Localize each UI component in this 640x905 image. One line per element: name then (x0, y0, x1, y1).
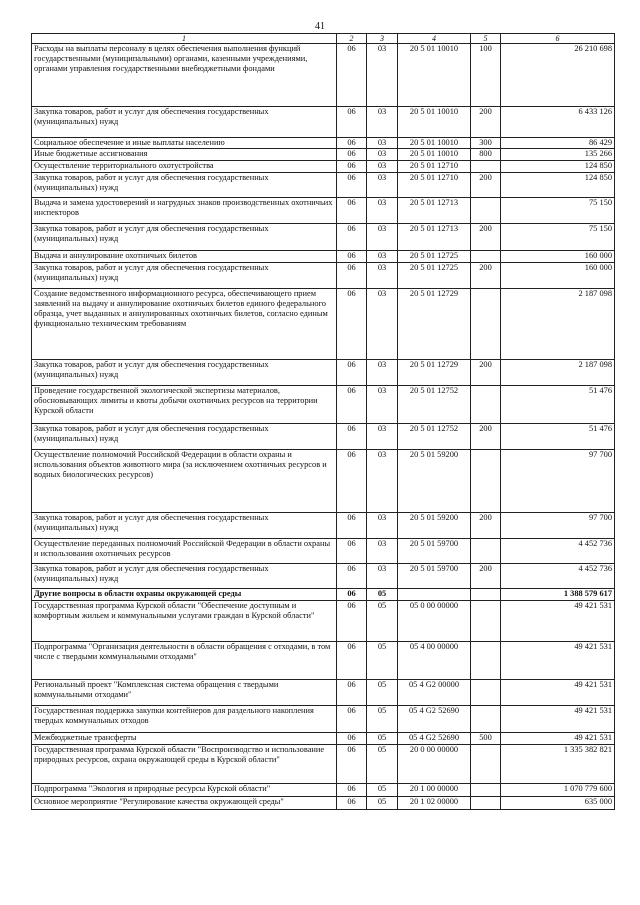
cell-name: Закупка товаров, работ и услуг для обеспечения государственных (муниципальных) нужд (32, 424, 337, 450)
cell-csr: 20 0 00 00000 (398, 745, 471, 784)
cell-rz: 06 (337, 539, 367, 564)
cell-rz: 06 (337, 386, 367, 424)
cell-csr (398, 589, 471, 601)
table-row (32, 224, 615, 251)
cell-rz: 06 (337, 513, 367, 539)
cell-amount: 49 421 531 (501, 680, 615, 706)
table-row (32, 386, 615, 424)
cell-name: Основное мероприятие "Регулирование качества окружающей среды" (32, 797, 337, 810)
cell-rz: 06 (337, 601, 367, 642)
cell-name: Другие вопросы в области охраны окружающей среды (32, 589, 337, 601)
cell-csr: 20 5 01 59700 (398, 539, 471, 564)
cell-name: Расходы на выплаты персоналу в целях обеспечения выполнения функций государственными (муниципальными) органами, казенными учреждениями, органами управления государственными внебюджетными фондами (32, 44, 337, 107)
table-row (32, 513, 615, 539)
column-number-cell: 1 (32, 34, 337, 44)
cell-amount: 49 421 531 (501, 601, 615, 642)
cell-csr: 20 5 01 12725 (398, 263, 471, 289)
cell-vr: 200 (471, 564, 501, 589)
cell-pr: 05 (367, 642, 398, 680)
cell-rz: 06 (337, 360, 367, 386)
table-row (32, 784, 615, 797)
cell-pr: 03 (367, 539, 398, 564)
column-number-cell: 3 (367, 34, 398, 44)
cell-vr: 300 (471, 138, 501, 149)
cell-amount: 75 150 (501, 198, 615, 224)
cell-name: Закупка товаров, работ и услуг для обеспечения государственных (муниципальных) нужд (32, 107, 337, 138)
cell-amount: 2 187 098 (501, 289, 615, 360)
table-row (32, 289, 615, 360)
cell-name: Социальное обеспечение и иные выплаты населению (32, 138, 337, 149)
cell-pr: 05 (367, 706, 398, 733)
cell-vr: 200 (471, 424, 501, 450)
table-row (32, 797, 615, 810)
cell-csr: 20 5 01 59200 (398, 450, 471, 513)
table-row (32, 360, 615, 386)
cell-pr: 03 (367, 263, 398, 289)
cell-name: Закупка товаров, работ и услуг для обеспечения государственных (муниципальных) нужд (32, 513, 337, 539)
cell-csr: 05 4 00 00000 (398, 642, 471, 680)
cell-name: Закупка товаров, работ и услуг для обеспечения государственных (муниципальных) нужд (32, 263, 337, 289)
cell-rz: 06 (337, 149, 367, 161)
cell-rz: 06 (337, 173, 367, 198)
table-row (32, 263, 615, 289)
cell-vr (471, 161, 501, 173)
cell-vr (471, 601, 501, 642)
cell-amount: 97 700 (501, 513, 615, 539)
cell-rz: 06 (337, 224, 367, 251)
cell-amount: 75 150 (501, 224, 615, 251)
cell-rz: 06 (337, 642, 367, 680)
cell-name: Осуществление переданных полномочий Российской Федерации в области охраны и использования охотничьих ресурсов (32, 539, 337, 564)
cell-pr: 05 (367, 745, 398, 784)
cell-rz: 06 (337, 706, 367, 733)
table-row (32, 680, 615, 706)
cell-csr: 05 4 G2 52690 (398, 706, 471, 733)
table-row (32, 44, 615, 107)
cell-csr: 20 5 01 10010 (398, 44, 471, 107)
cell-pr: 05 (367, 784, 398, 797)
cell-csr: 20 5 01 12729 (398, 360, 471, 386)
cell-csr: 20 5 01 10010 (398, 149, 471, 161)
cell-vr: 200 (471, 263, 501, 289)
cell-name: Региональный проект "Комплексная система обращения с твердыми коммунальными отходами" (32, 680, 337, 706)
cell-name: Государственная программа Курской области "Воспроизводство и использование природных ресурсов, охрана окружающей среды в Курской области" (32, 745, 337, 784)
cell-name: Закупка товаров, работ и услуг для обеспечения государственных (муниципальных) нужд (32, 173, 337, 198)
cell-csr: 20 5 01 10010 (398, 138, 471, 149)
table-row (32, 733, 615, 745)
cell-vr: 500 (471, 733, 501, 745)
cell-vr (471, 251, 501, 263)
cell-amount: 160 000 (501, 263, 615, 289)
cell-pr: 03 (367, 360, 398, 386)
column-number-cell: 4 (398, 34, 471, 44)
cell-pr: 03 (367, 289, 398, 360)
table-row (32, 642, 615, 680)
cell-rz: 06 (337, 564, 367, 589)
cell-rz: 06 (337, 107, 367, 138)
cell-name: Иные бюджетные ассигнования (32, 149, 337, 161)
cell-rz: 06 (337, 450, 367, 513)
cell-name: Проведение государственной экологической экспертизы материалов, обосновывающих лимиты и квоты добычи охотничьих ресурсов на территории Курской области (32, 386, 337, 424)
cell-vr (471, 680, 501, 706)
table-row (32, 198, 615, 224)
table-row (32, 149, 615, 161)
table-row (32, 161, 615, 173)
table-row (32, 601, 615, 642)
table-row (32, 564, 615, 589)
cell-name: Подпрограмма "Экология и природные ресурсы Курской области" (32, 784, 337, 797)
cell-amount: 4 452 736 (501, 564, 615, 589)
table-row (32, 173, 615, 198)
cell-vr: 800 (471, 149, 501, 161)
cell-amount: 49 421 531 (501, 642, 615, 680)
cell-amount: 51 476 (501, 424, 615, 450)
cell-amount: 124 850 (501, 173, 615, 198)
page-number: 41 (315, 21, 325, 32)
cell-rz: 06 (337, 589, 367, 601)
cell-name: Закупка товаров, работ и услуг для обеспечения государственных (муниципальных) нужд (32, 564, 337, 589)
cell-csr: 20 5 01 12710 (398, 161, 471, 173)
cell-rz: 06 (337, 251, 367, 263)
cell-pr: 05 (367, 797, 398, 810)
cell-vr (471, 797, 501, 810)
cell-rz: 06 (337, 263, 367, 289)
table-row (32, 589, 615, 601)
column-number-row (32, 34, 615, 44)
cell-pr: 03 (367, 424, 398, 450)
cell-vr (471, 539, 501, 564)
cell-name: Осуществление территориального охотустройства (32, 161, 337, 173)
cell-vr (471, 589, 501, 601)
cell-rz: 06 (337, 784, 367, 797)
cell-amount: 51 476 (501, 386, 615, 424)
column-number-cell: 5 (471, 34, 501, 44)
cell-rz: 06 (337, 198, 367, 224)
cell-amount: 2 187 098 (501, 360, 615, 386)
cell-csr: 05 0 00 00000 (398, 601, 471, 642)
cell-amount: 26 210 698 (501, 44, 615, 107)
cell-pr: 03 (367, 173, 398, 198)
cell-pr: 03 (367, 107, 398, 138)
cell-amount: 4 452 736 (501, 539, 615, 564)
cell-vr (471, 745, 501, 784)
cell-vr (471, 642, 501, 680)
cell-vr (471, 198, 501, 224)
table-row (32, 107, 615, 138)
cell-pr: 03 (367, 513, 398, 539)
cell-name: Закупка товаров, работ и услуг для обеспечения государственных (муниципальных) нужд (32, 360, 337, 386)
cell-pr: 03 (367, 138, 398, 149)
table-row (32, 251, 615, 263)
cell-csr: 05 4 G2 00000 (398, 680, 471, 706)
cell-name: Закупка товаров, работ и услуг для обеспечения государственных (муниципальных) нужд (32, 224, 337, 251)
cell-amount: 97 700 (501, 450, 615, 513)
cell-amount: 635 000 (501, 797, 615, 810)
cell-vr (471, 784, 501, 797)
table-row (32, 424, 615, 450)
cell-csr: 20 5 01 12752 (398, 386, 471, 424)
cell-vr (471, 706, 501, 733)
cell-pr: 03 (367, 198, 398, 224)
cell-csr: 20 1 02 00000 (398, 797, 471, 810)
cell-vr (471, 289, 501, 360)
cell-rz: 06 (337, 680, 367, 706)
cell-pr: 03 (367, 224, 398, 251)
cell-vr: 200 (471, 513, 501, 539)
table-row (32, 745, 615, 784)
cell-csr: 20 5 01 12713 (398, 224, 471, 251)
table-row (32, 138, 615, 149)
cell-name: Государственная программа Курской области "Обеспечение доступным и комфортным жильем и коммунальными услугами граждан в Курской области" (32, 601, 337, 642)
cell-pr: 03 (367, 44, 398, 107)
cell-pr: 03 (367, 251, 398, 263)
cell-amount: 124 850 (501, 161, 615, 173)
cell-rz: 06 (337, 138, 367, 149)
budget-table (31, 33, 615, 810)
cell-amount: 1 070 779 600 (501, 784, 615, 797)
cell-name: Создание ведомственного информационного ресурса, обеспечивающего прием заявлений на выдачу и аннулирование охотничьих билетов единого федерального образца, учет выданных и аннулированных охотничьих билетов, согласно единым функционально техническим требованиям (32, 289, 337, 360)
cell-name: Межбюджетные трансферты (32, 733, 337, 745)
cell-csr: 20 5 01 59700 (398, 564, 471, 589)
cell-pr: 03 (367, 161, 398, 173)
cell-amount: 49 421 531 (501, 733, 615, 745)
cell-rz: 06 (337, 161, 367, 173)
cell-vr: 200 (471, 173, 501, 198)
cell-vr (471, 450, 501, 513)
cell-csr: 05 4 G2 52690 (398, 733, 471, 745)
cell-csr: 20 5 01 10010 (398, 107, 471, 138)
cell-pr: 05 (367, 733, 398, 745)
table-row (32, 539, 615, 564)
cell-pr: 05 (367, 680, 398, 706)
cell-csr: 20 5 01 12713 (398, 198, 471, 224)
cell-amount: 1 335 382 821 (501, 745, 615, 784)
cell-name: Выдача и замена удостоверений и нагрудных знаков производственных охотничьих инспекторов (32, 198, 337, 224)
cell-name: Осуществление полномочий Российской Федерации в области охраны и использования объектов животного мира (за исключением охотничьих ресурсов и водных биологических ресурсов) (32, 450, 337, 513)
cell-rz: 06 (337, 797, 367, 810)
budget-table-body (32, 34, 615, 810)
cell-vr: 200 (471, 360, 501, 386)
column-number-cell: 6 (501, 34, 615, 44)
cell-pr: 03 (367, 386, 398, 424)
cell-amount: 160 000 (501, 251, 615, 263)
cell-rz: 06 (337, 424, 367, 450)
cell-csr: 20 5 01 59200 (398, 513, 471, 539)
cell-amount: 135 266 (501, 149, 615, 161)
cell-vr: 200 (471, 224, 501, 251)
cell-csr: 20 5 01 12729 (398, 289, 471, 360)
cell-pr: 03 (367, 564, 398, 589)
cell-csr: 20 5 01 12752 (398, 424, 471, 450)
cell-pr: 03 (367, 450, 398, 513)
cell-vr (471, 386, 501, 424)
cell-name: Подпрограмма "Организация деятельности в области обращения с отходами, в том числе с твердыми коммунальными отходами" (32, 642, 337, 680)
cell-rz: 06 (337, 289, 367, 360)
cell-amount: 86 429 (501, 138, 615, 149)
cell-csr: 20 5 01 12710 (398, 173, 471, 198)
cell-pr: 03 (367, 149, 398, 161)
cell-rz: 06 (337, 44, 367, 107)
cell-name: Государственная поддержка закупки контейнеров для раздельного накопления твердых коммунальных отходов (32, 706, 337, 733)
cell-csr: 20 5 01 12725 (398, 251, 471, 263)
cell-pr: 05 (367, 589, 398, 601)
cell-vr: 200 (471, 107, 501, 138)
cell-rz: 06 (337, 745, 367, 784)
table-row (32, 706, 615, 733)
column-number-cell: 2 (337, 34, 367, 44)
cell-name: Выдача и аннулирование охотничьих билетов (32, 251, 337, 263)
cell-rz: 06 (337, 733, 367, 745)
cell-amount: 49 421 531 (501, 706, 615, 733)
cell-amount: 1 388 579 617 (501, 589, 615, 601)
cell-vr: 100 (471, 44, 501, 107)
cell-pr: 05 (367, 601, 398, 642)
cell-csr: 20 1 00 00000 (398, 784, 471, 797)
table-row (32, 450, 615, 513)
cell-amount: 6 433 126 (501, 107, 615, 138)
